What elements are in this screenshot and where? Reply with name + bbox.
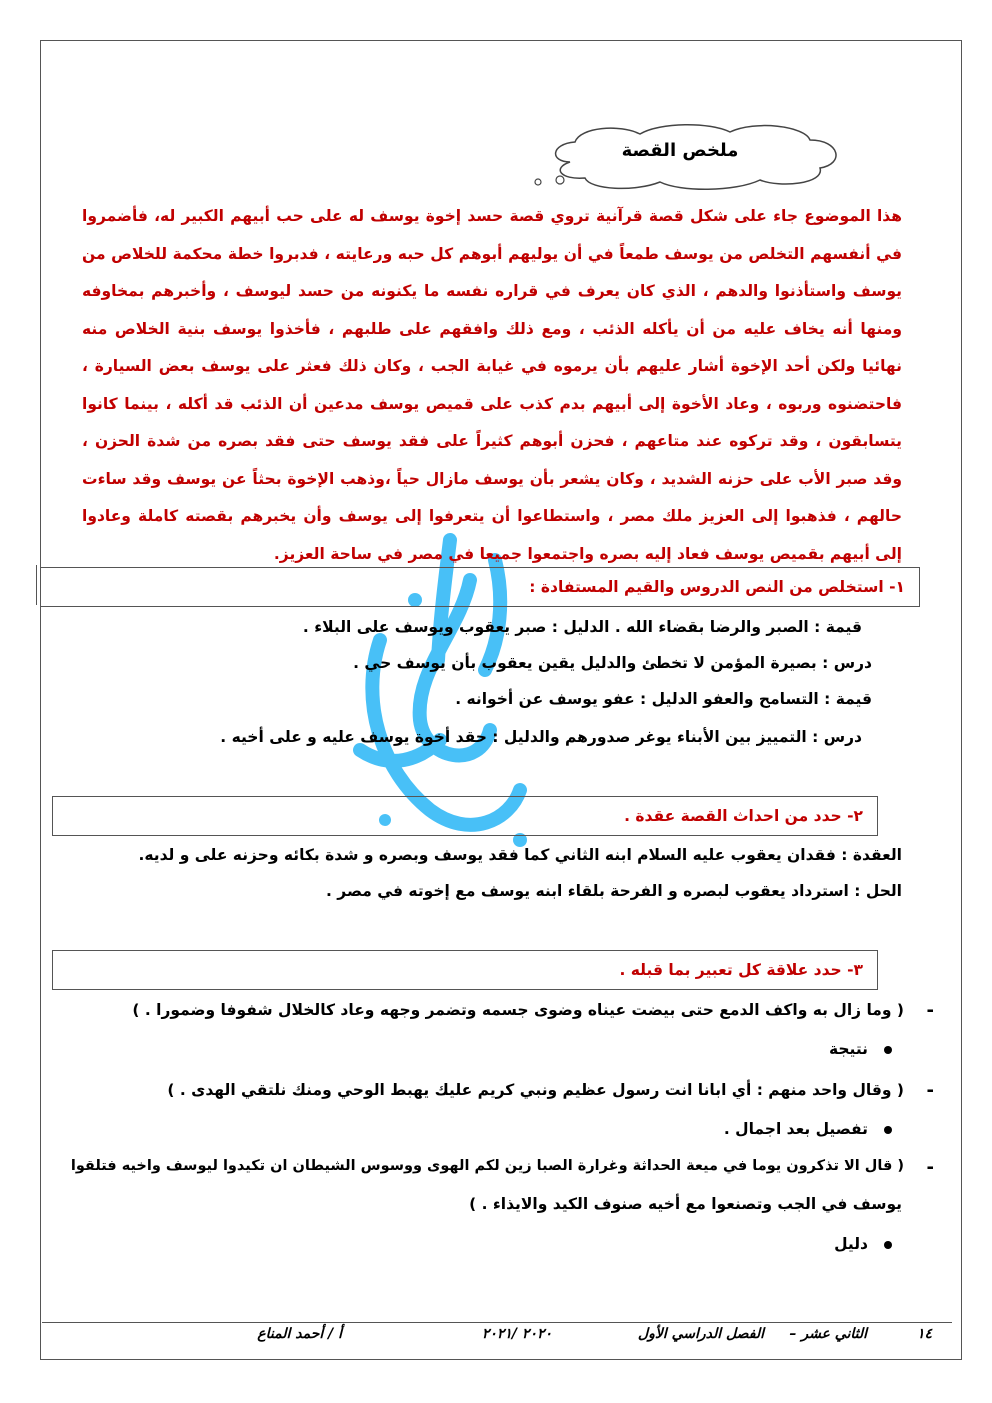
question-1-box — [40, 567, 920, 607]
dash-marker: - — [926, 1000, 934, 1021]
q3-item-3-answer: دليل — [834, 1235, 892, 1253]
footer-semester: الفصل الدراسي الأول — [637, 1326, 764, 1342]
footer-rule — [42, 1322, 952, 1323]
footer-year: ٢٠٢٠ /٢٠٢١ — [481, 1326, 552, 1342]
q3-item-3-quote-cont: يوسف في الجب وتصنعوا مع أخيه صنوف الكيد والايذاء . ) — [469, 1195, 902, 1213]
question-2-box — [52, 796, 878, 836]
footer-teacher: أ / أحمد المناع — [257, 1326, 342, 1342]
dash-marker: - — [926, 1080, 934, 1101]
summary-title: ملخص القصة — [621, 140, 739, 161]
q3-item-1-quote: ( وما زال به واكف الدمع حتى بيضت عيناه وضوى جسمه وتضمر وجهه وعاد كالخلال شفوفا وضمورا . ) — [132, 1001, 904, 1019]
q3-item-3-quote: ( قال الا تذكرون يوما في ميعة الحداثة وغرارة الصبا زين لكم الهوى ووسوس الشيطان ان تكيدوا ليوسف واخيه فتلقوا — [70, 1158, 904, 1174]
dash-marker: - — [926, 1157, 934, 1178]
bullet-icon — [884, 1046, 892, 1054]
question-3-box — [52, 950, 878, 990]
footer-grade: الثاني عشر – — [789, 1326, 867, 1342]
q3-item-2-answer: تفصيل بعد اجمال . — [724, 1120, 892, 1138]
q2-line-2: الحل : استرداد يعقوب لبصره و الفرحة بلقاء ابنه يوسف مع إخوته في مصر . — [326, 882, 902, 900]
footer-page-number: ١٤ — [916, 1326, 932, 1342]
summary-text: هذا الموضوع جاء على شكل قصة قرآنية تروي قصة حسد إخوة يوسف له على حب أبيهم الكبير له، فأضمروا في أنفسهم التخلص من يوسف طمعاً في أن يوليهم أبوهم كل حبه ورعايته ، فدبروا خطة محكمة للخلاص من يوسف واستأذنوا والدهم ، الذي كان يعرف في قراره نفسه ما يكنونه من حسد ليوسف ، وأخبرهم بمخاوفه ومنها أنه يخاف عليه من أن يأكله الذئب ، ومع ذلك وافقهم على طلبهم ، فأخذوا يوسف بنية الخلاص منه نهائيا ولكن أحد الإخوة أشار عليهم بأن يرموه في غيابة الجب ، وكان ذلك فعثر على يوسف بعض السيارة ، فاحتضنوه وربوه ، وعاد الأخوة إلى أبيهم بدم كذب على قميص يوسف مدعين أن الذئب قد أكله ، بينما كانوا يتسابقون ، وقد تركوه عند متاعهم ، فحزن أبوهم كثيراً على فقد يوسف حتى فقد بصره من شدة الحزن ، وقد صبر الأب على حزنه الشديد ، وكان يشعر بأن يوسف مازال حياً ،وذهب الإخوة بحثاً عن يوسف وقد ساءت حالهم ، فذهبوا إلى العزيز ملك مصر ، واستطاعوا أن يتعرفوا إلى يوسف وأن يخبرهم بقصته كاملة وعادوا إلى أبيهم بقميص يوسف فعاد إليه بصره واجتمعوا جميعا في مصر في ساحة العزيز. — [82, 207, 902, 563]
question-2-label: ٢- حدد من احداث القصة عقدة . — [624, 807, 863, 825]
q1-line-3: قيمة : التسامح والعفو الدليل : عفو يوسف عن أخوانه . — [455, 690, 872, 708]
bullet-icon — [884, 1126, 892, 1134]
q3-item-2-quote: ( وقال واحد منهم : أي ابانا انت رسول عظيم ونبي كريم عليك يهبط الوحي ومنك نلتقي الهدى . ) — [167, 1081, 904, 1099]
q2-line-1: العقدة : فقدان يعقوب عليه السلام ابنه الثاني كما فقد يوسف وبصره و شدة بكائه وحزنه على و لديه. — [138, 846, 902, 864]
q1-line-4: درس : التمييز بين الأبناء يوغر صدورهم والدليل : حقد أخوة يوسف عليه و على أخيه . — [220, 728, 862, 746]
question-3-label: ٣- حدد علاقة كل تعبير بما قبله . — [619, 961, 863, 979]
bullet-icon — [884, 1241, 892, 1249]
q1-line-2: درس : بصيرة المؤمن لا تخطئ والدليل يقين يعقوب بأن يوسف حي . — [353, 654, 872, 672]
q3-item-1-answer: نتيجة — [829, 1040, 892, 1058]
question-1-label: ١- استخلص من النص الدروس والقيم المستفادة : — [529, 578, 905, 596]
q1-line-1: قيمة : الصبر والرضا بقضاء الله . الدليل : صبر يعقوب ويوسف على البلاء . — [302, 618, 862, 636]
